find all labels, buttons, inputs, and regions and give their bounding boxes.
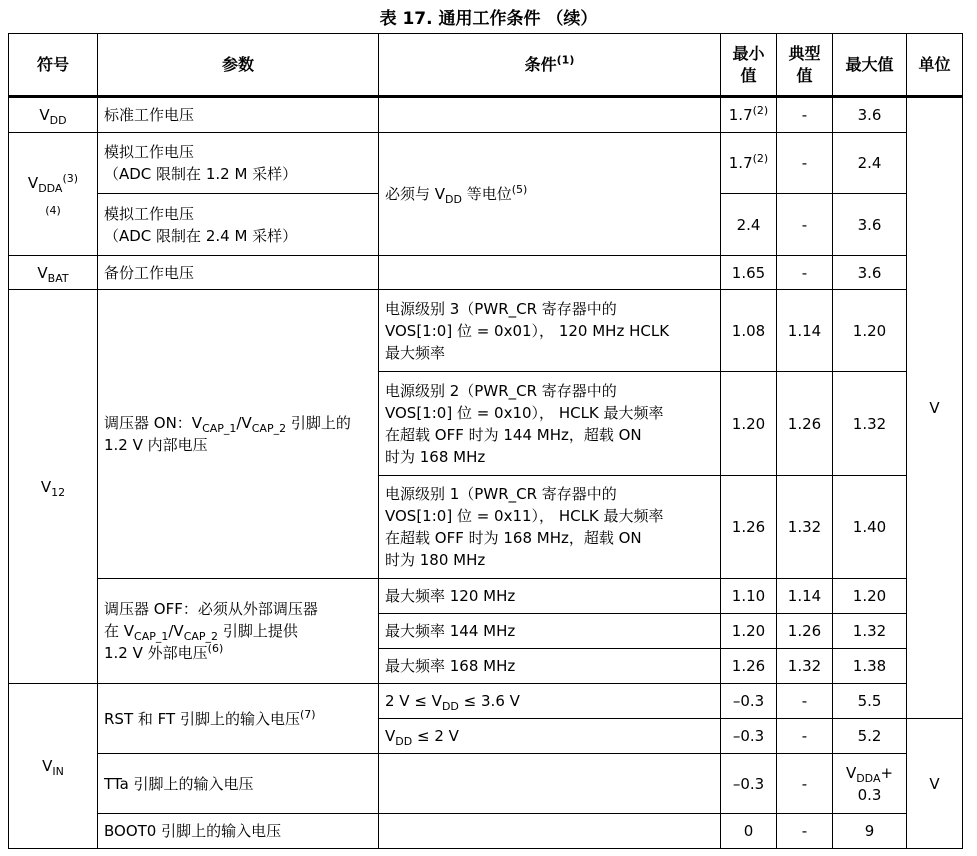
typ-cell: -	[777, 754, 833, 814]
typ-cell: 1.26	[777, 372, 833, 476]
max-cell: 1.32	[833, 614, 907, 649]
param-cell: 模拟工作电压 （ADC 限制在 1.2 M 采样）	[98, 133, 379, 194]
max-cell: 1.20	[833, 290, 907, 372]
typ-cell: -	[777, 814, 833, 849]
min-cell: 1.65	[721, 256, 777, 290]
table-row	[9, 256, 963, 290]
cond-cell	[379, 256, 721, 290]
param-cell: RST 和 FT 引脚上的输入电压$^{(7)}$	[98, 684, 379, 754]
table-row	[9, 684, 963, 719]
min-cell: 1.20	[721, 614, 777, 649]
min-cell: –0.3	[721, 719, 777, 754]
table-title: 表 17. 通用工作条件 （续）	[379, 9, 598, 29]
header-conditions: 条件$^{(1)}$	[379, 34, 721, 97]
typ-cell: -	[777, 133, 833, 194]
typ-cell: -	[777, 684, 833, 719]
typ-cell: 1.32	[777, 649, 833, 684]
min-cell: 1.26	[721, 476, 777, 579]
typ-cell: 1.14	[777, 579, 833, 614]
min-cell: 2.4	[721, 194, 777, 256]
cond-cell: $V_{DD} \le 2$ V	[379, 719, 721, 754]
max-cell: 3.6	[833, 256, 907, 290]
typ-cell: -	[777, 256, 833, 290]
param-cell: BOOT0 引脚上的输入电压	[98, 814, 379, 849]
min-cell: 1.7$^{(2)}$	[721, 133, 777, 194]
typ-cell: -	[777, 97, 833, 133]
header-max: 最大值	[833, 34, 907, 97]
symbol-vdd: $V_{DD}$	[9, 97, 98, 133]
symbol-vbat: $V_{BAT}$	[9, 256, 98, 290]
typ-cell: 1.14	[777, 290, 833, 372]
typ-cell: 1.26	[777, 614, 833, 649]
typ-cell: -	[777, 194, 833, 256]
unit-cell: V	[907, 719, 963, 849]
header-row	[9, 34, 963, 97]
symbol-vdda: $V_{DDA}^{(3)}$ $_{(4)}$	[9, 133, 98, 256]
cond-cell: 电源级别 3（PWR_CR 寄存器中的 VOS[1:0] 位 = 0x01）， 120 MHz HCLK 最大频率	[379, 290, 721, 372]
min-cell: 1.20	[721, 372, 777, 476]
max-cell: $V_{DDA}+$ 0.3	[833, 754, 907, 814]
cond-cell: 最大频率 144 MHz	[379, 614, 721, 649]
min-cell: –0.3	[721, 754, 777, 814]
cond-cell: 最大频率 168 MHz	[379, 649, 721, 684]
max-cell: 5.5	[833, 684, 907, 719]
max-cell: 2.4	[833, 133, 907, 194]
table-row	[9, 97, 963, 133]
max-cell: 1.40	[833, 476, 907, 579]
min-cell: –0.3	[721, 684, 777, 719]
max-cell: 5.2	[833, 719, 907, 754]
header-symbol: 符号	[9, 34, 98, 97]
typ-cell: -	[777, 719, 833, 754]
symbol-vin: $V_{IN}$	[9, 684, 98, 849]
cond-cell	[379, 754, 721, 814]
min-cell: 1.7$^{(2)}$	[721, 97, 777, 133]
symbol-v12: $V_{12}$	[9, 290, 98, 684]
max-cell: 9	[833, 814, 907, 849]
header-min: 最小值	[721, 34, 777, 97]
param-cell: TTa 引脚上的输入电压	[98, 754, 379, 814]
max-cell: 1.38	[833, 649, 907, 684]
table-row	[9, 133, 963, 194]
min-cell: 1.26	[721, 649, 777, 684]
cond-cell: 电源级别 1（PWR_CR 寄存器中的 VOS[1:0] 位 = 0x11）， HCLK 最大频率 在超载 OFF 时为 168 MHz，超载 ON 时为 180 MHz	[379, 476, 721, 579]
cond-cell	[379, 97, 721, 133]
max-cell: 3.6	[833, 97, 907, 133]
cond-cell: 2 $V \le V_{DD} \le 3.6$ V	[379, 684, 721, 719]
min-cell: 1.10	[721, 579, 777, 614]
param-cell: 调压器 OFF：必须从外部调压器 在 $V_{CAP\_1}/V_{CAP\_2}$ 引脚上提供 1.2 V 外部电压$^{(6)}$	[98, 579, 379, 684]
param-cell: 模拟工作电压 （ADC 限制在 2.4 M 采样）	[98, 194, 379, 256]
max-cell: 1.32	[833, 372, 907, 476]
operating-conditions-table	[8, 33, 963, 849]
table-row	[9, 754, 963, 814]
param-cell: 标准工作电压	[98, 97, 379, 133]
unit-cell: V	[907, 97, 963, 719]
param-cell: 备份工作电压	[98, 256, 379, 290]
cond-cell: 最大频率 120 MHz	[379, 579, 721, 614]
cond-cell: 电源级别 2（PWR_CR 寄存器中的 VOS[1:0] 位 = 0x10）， HCLK 最大频率 在超载 OFF 时为 144 MHz，超载 ON 时为 168 MHz	[379, 372, 721, 476]
max-cell: 1.20	[833, 579, 907, 614]
cond-cell: 必须与 $V_{DD}$ 等电位$^{(5)}$	[379, 133, 721, 256]
header-parameter: 参数	[98, 34, 379, 97]
typ-cell: 1.32	[777, 476, 833, 579]
max-cell: 3.6	[833, 194, 907, 256]
cond-cell	[379, 814, 721, 849]
table-row	[9, 290, 963, 372]
min-cell: 0	[721, 814, 777, 849]
header-typ: 典型值	[777, 34, 833, 97]
table-row	[9, 579, 963, 614]
param-cell: 调压器 ON：$V_{CAP\_1}/V_{CAP\_2}$ 引脚上的 1.2 V 内部电压	[98, 290, 379, 579]
header-unit: 单位	[907, 34, 963, 97]
table-row	[9, 814, 963, 849]
min-cell: 1.08	[721, 290, 777, 372]
